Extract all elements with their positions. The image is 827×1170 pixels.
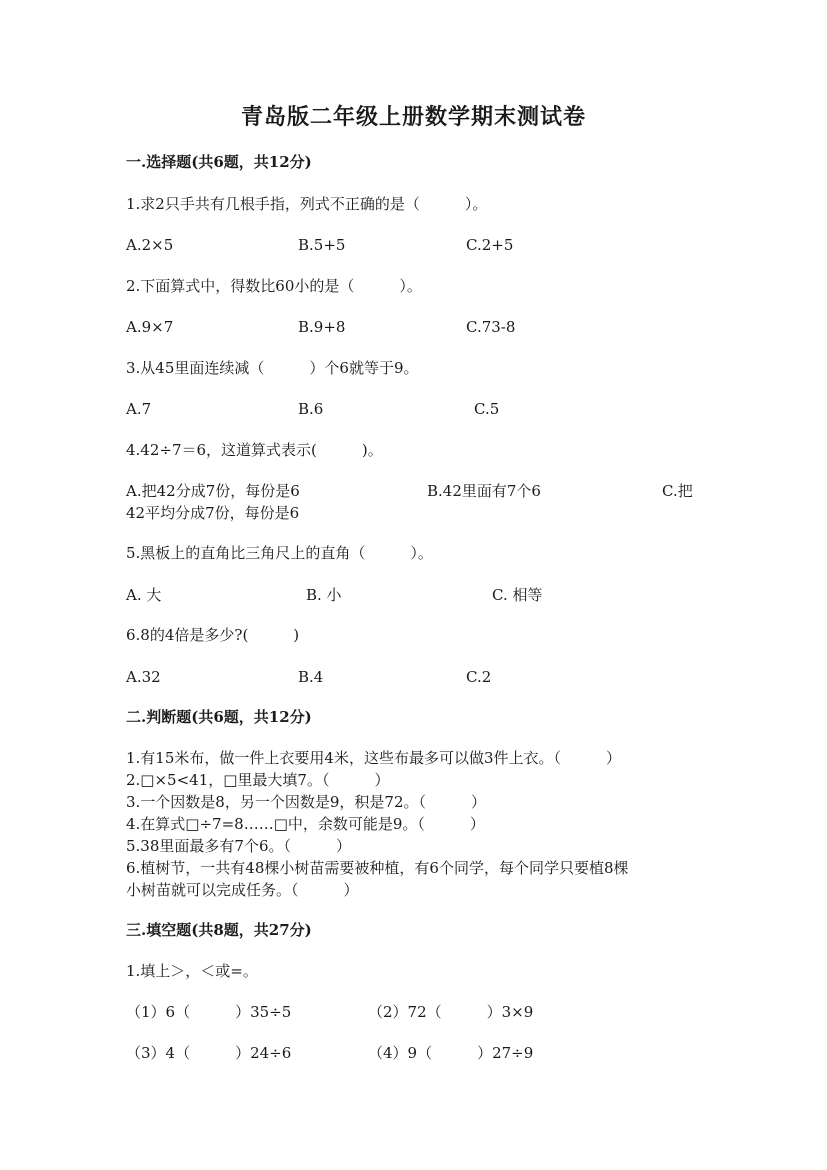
option-b: B.6 <box>298 400 324 418</box>
section-heading-judge: 二.判断题(共6题，共12分) <box>126 708 312 726</box>
question-text: 1.填上＞，＜或=。 <box>126 962 258 980</box>
judge-line: 小树苗就可以完成任务。（ ） <box>126 881 359 899</box>
page-title: 青岛版二年级上册数学期末测试卷 <box>240 104 586 130</box>
option-a: A.把42分成7份，每份是6 <box>126 482 300 500</box>
question-text: 3.从45里面连续减（ ）个6就等于9。 <box>126 359 419 377</box>
judge-line: 2.□×5<41，□里最大填7。（ ） <box>126 771 390 789</box>
option-a: A.2×5 <box>126 236 174 254</box>
option-c: C.73-8 <box>466 318 516 336</box>
option-c: C.5 <box>474 400 500 418</box>
option-c: C.2+5 <box>466 236 514 254</box>
option-a: A.32 <box>126 668 161 686</box>
judge-line: 1.有15米布，做一件上衣要用4米，这些布最多可以做3件上衣。（ ） <box>126 749 621 767</box>
option-b: B.42里面有7个6 <box>427 482 541 500</box>
option-c: C.把 <box>662 482 693 500</box>
question-text: 1.求2只手共有几根手指，列式不正确的是（ ）。 <box>126 195 488 213</box>
fill-item: （4）9（ ）27÷9 <box>368 1044 534 1062</box>
fill-item: （1）6（ ）35÷5 <box>126 1003 292 1021</box>
option-c-continuation: 42平均分成7份，每份是6 <box>126 504 300 522</box>
question-text: 2.下面算式中，得数比60小的是（ ）。 <box>126 277 422 295</box>
section-heading-choice: 一.选择题(共6题，共12分) <box>126 153 312 171</box>
option-c: C.2 <box>466 668 492 686</box>
fill-item: （3）4（ ）24÷6 <box>126 1044 292 1062</box>
option-a: A. 大 <box>126 586 162 604</box>
question-text: 6.8的4倍是多少?( ) <box>126 626 300 644</box>
option-c: C. 相等 <box>492 586 543 604</box>
question-text: 4.42÷7＝6，这道算式表示( )。 <box>126 441 383 459</box>
fill-item: （2）72（ ）3×9 <box>368 1003 534 1021</box>
judge-line: 3.一个因数是8，另一个因数是9，积是72。（ ） <box>126 793 486 811</box>
option-a: A.9×7 <box>126 318 174 336</box>
section-heading-fill: 三.填空题(共8题，共27分) <box>126 921 312 939</box>
option-b: B.5+5 <box>298 236 346 254</box>
question-text: 5.黑板上的直角比三角尺上的直角（ ）。 <box>126 544 433 562</box>
option-b: B.9+8 <box>298 318 346 336</box>
judge-line: 4.在算式□÷7=8……□中，余数可能是9。（ ） <box>126 815 485 833</box>
judge-line: 5.38里面最多有7个6。（ ） <box>126 837 351 855</box>
option-b: B.4 <box>298 668 324 686</box>
option-a: A.7 <box>126 400 152 418</box>
judge-line: 6.植树节，一共有48棵小树苗需要被种植，有6个同学，每个同学只要植8棵 <box>126 859 629 877</box>
option-b: B. 小 <box>306 586 342 604</box>
